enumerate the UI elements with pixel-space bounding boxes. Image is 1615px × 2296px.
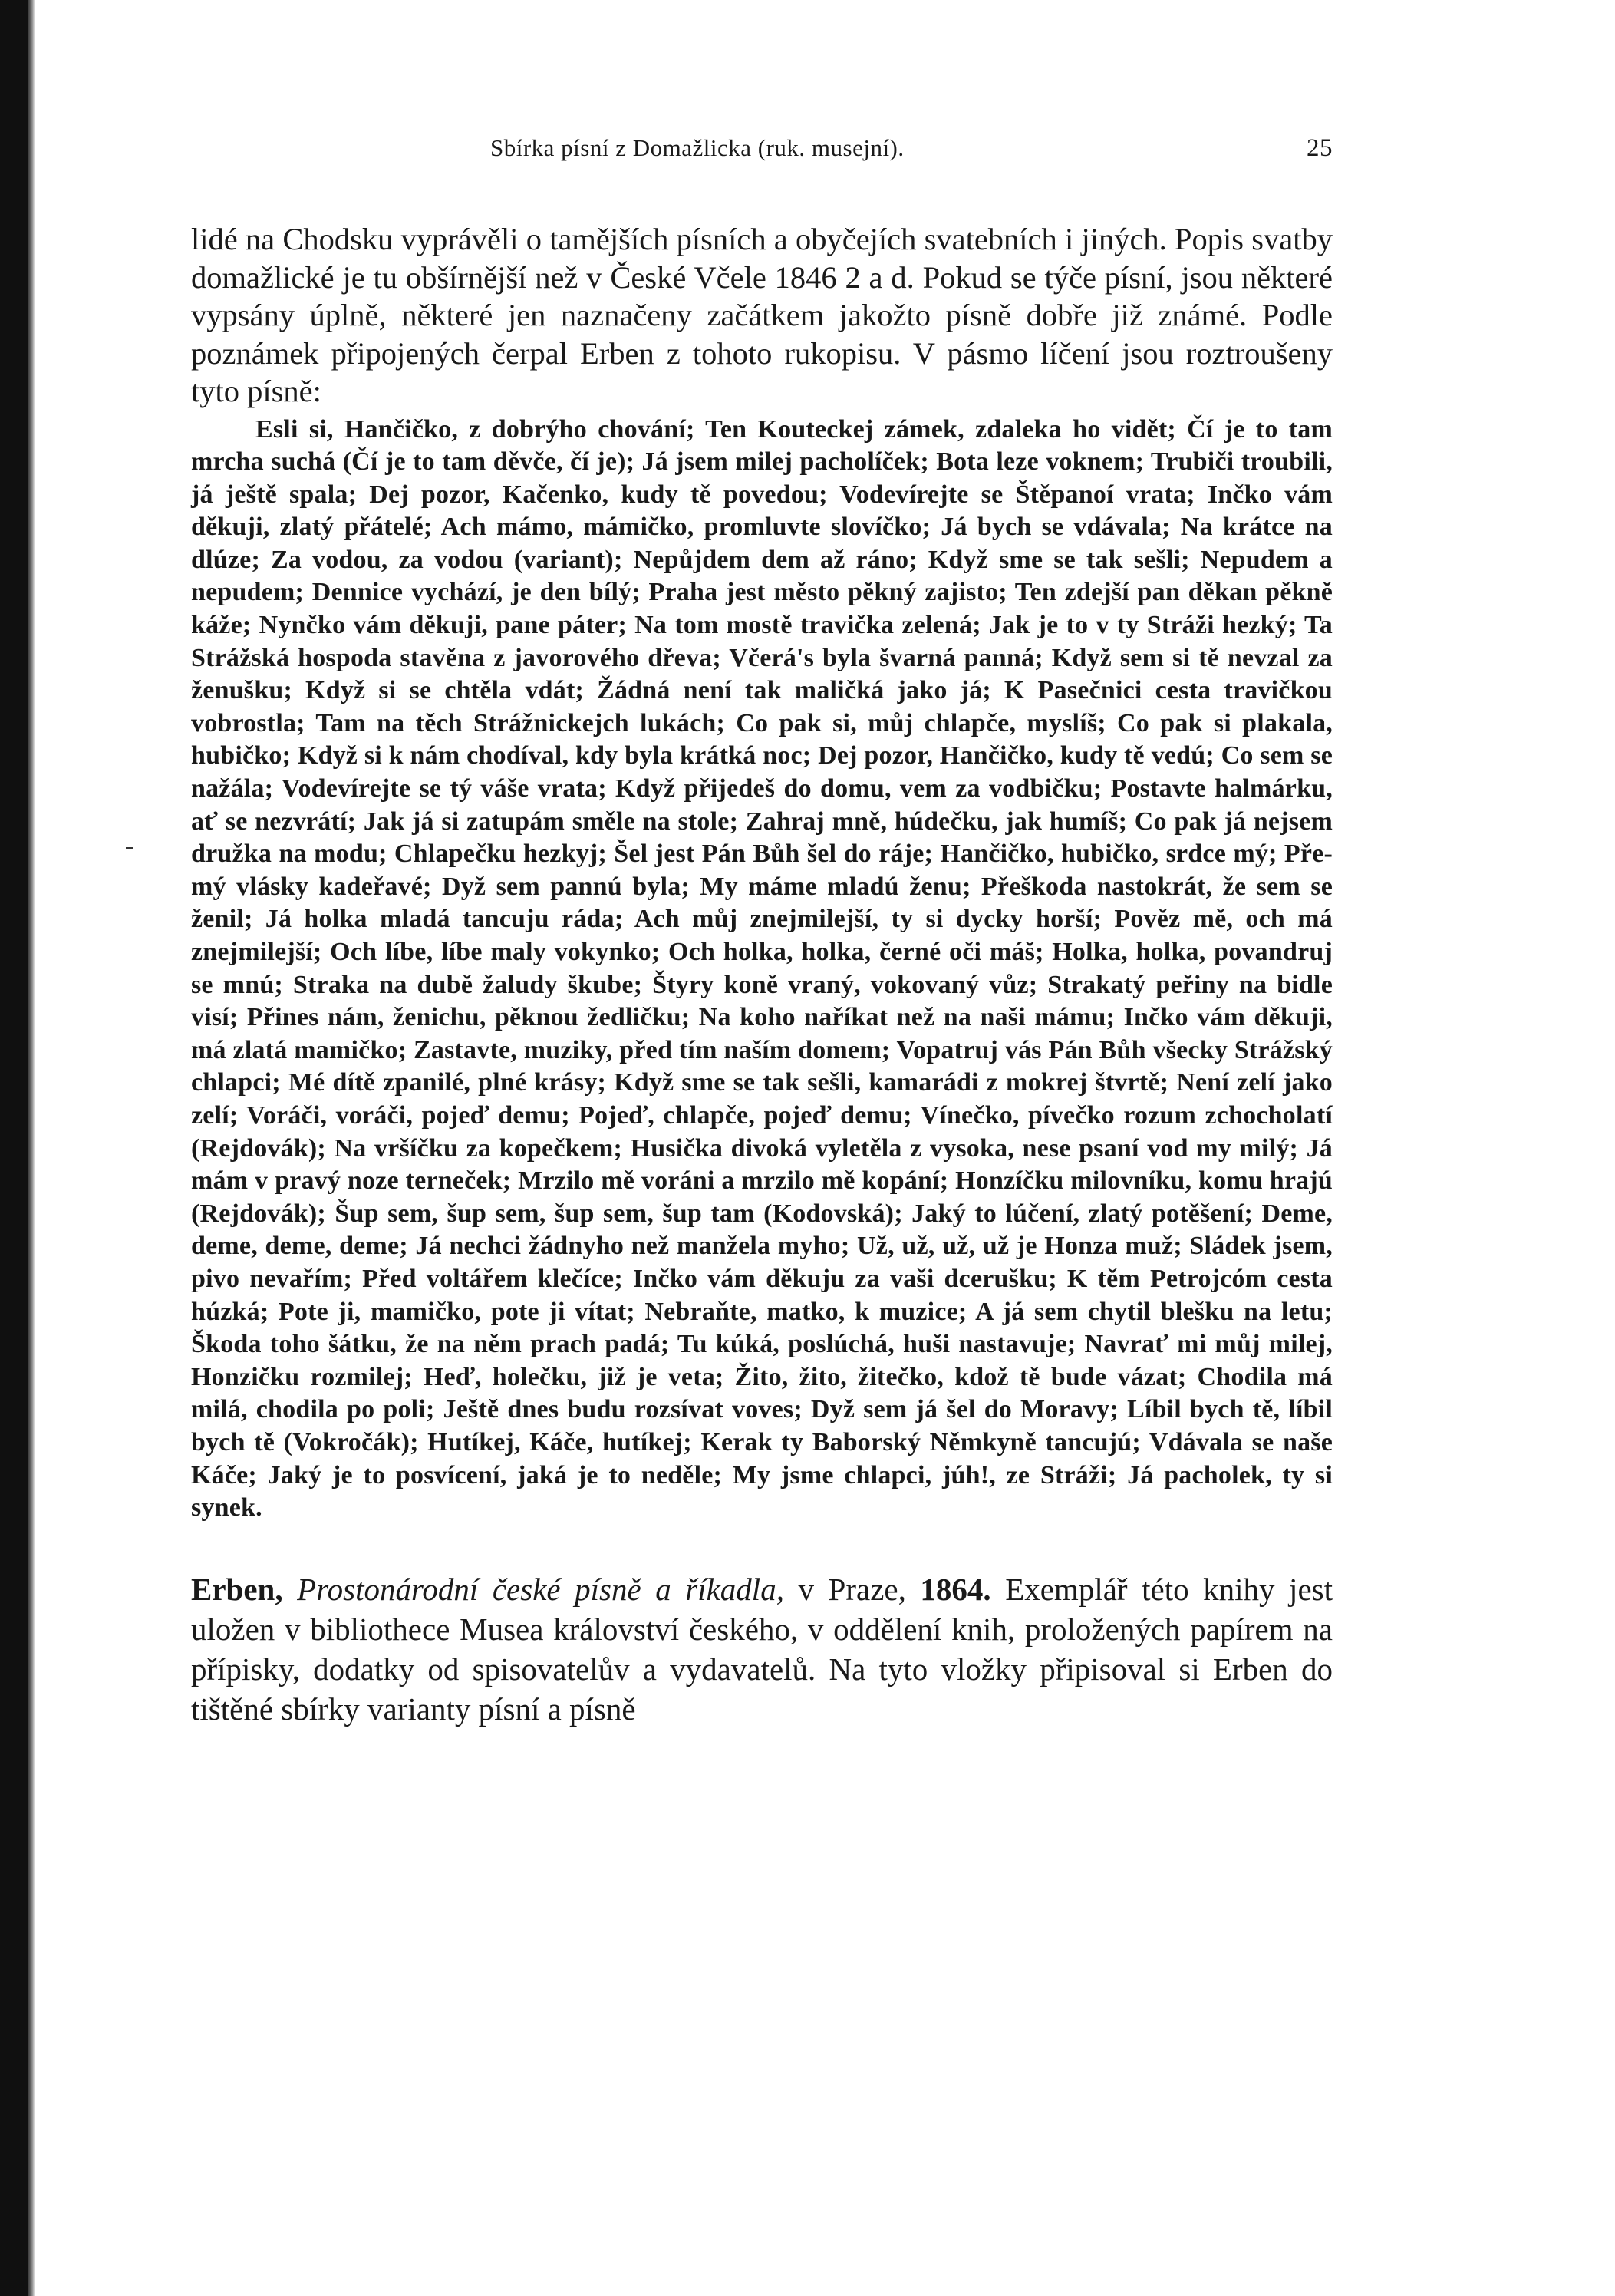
margin-mark [126, 847, 133, 849]
scan-binding-shadow [28, 0, 35, 2296]
intro-paragraph [191, 220, 1333, 411]
page-number: 25 [1307, 134, 1333, 162]
book-page [191, 134, 1333, 1729]
song-list-text: Esli si, Hančičko, z dobrýho chování; Ten Kouteckej zámek, zdaleka ho vidět; Čí je to tam mrcha suchá (Čí je to tam děvče, čí je); Já jsem milej pacholíček; Bota leze voknem; Trubiči troubili, já ještě spala; Dej pozor, Kačenko, kudy tě povedou; Vodevírejte se Štěpanoí vrata; Inčko vám děkuji, zlatý přátelé; Ach mámo, mámičko, promluvte slovíčko; Já bych se vdávala; Na krátce na dlúze; Za vodou, za vodou (variant); Nepůjdem dem až ráno; Když sme se tak sešli; Nepudem a nepudem; Dennice vychází, je den bílý; Praha jest město pěkný zajisto; Ten zdejší pan děkan pěkně káže; Nynčko vám děkuji, pane páter; Na tom mostě travička zelená; Jak je to v ty Stráži hezký; Ta Strážská hospoda stavěna z javorového dřeva; Včerá's byla švarná panná; Když sem si tě nevzal za ženušku; Když si se chtěla vdát; Žádná není tak maličká jako já; K Pasečnici cesta travičkou vobrostla; Tam na těch Strážnickejch lukách; Co pak si, můj chlapče, myslíš; Co pak si plakala, hubičko; Když si k nám chodíval, kdy byla krátká noc; Dej pozor, Hančičko, kudy tě vedú; Co sem se nažála; Vodevírejte se tý váše vrata; Když přijedeš do domu, vem za vodbičku; Postavte halmárku, ať se nezvrátí; Jak já si zatupám směle na stole; Zahraj mně, húdečku, jak humíš; Co pak já nejsem družka na modu; Chlapečku hezkyj; Šel jest Pán Bůh šel do ráje; Hančičko, hubičko, srdce mý; Pře-mý vlásky kadeřavé; Dyž sem pannú byla; My máme mladú ženu; Přeškoda nastokrát, že sem se ženil; Já holka mladá tancuju ráda; Ach můj znejmilejší, ty si dycky horší; Pověz mě, och má znejmilejší; Och líbe, líbe maly vokynko; Och holka, holka, černé oči máš; Holka, holka, povandruj se mnú; Straka na dubě žaludy škube; Štyry koně vraný, vokovaný vůz; Strakatý peřiny na bidle visí; Přines nám, ženichu, pěknou žedličku; Na koho naříkat než na naši mámu; Inčko vám děkuji, má zlatá mamičko; Zastavte, muziky, před tím naším domem; Vopatruj vás Pán Bůh všecky Strážský chlapci; Mé dítě zpanilé, plné krásy; Když sme se tak sešli, kamarádi z mokrej štvrtě; Není zelí jako zelí; Voráči, voráči, pojeď demu; Pojeď, chlapče, pojeď demu; Vínečko, pívečko rozum zchocholatí (Rejdovák); Na vršíčku za kopečkem; Husička divoká vyletěla z vysoka, nese psaní vod my milý; Já mám v pravý noze terneček; Mrzilo mě voráni a mrzilo mě kopání; Honzíčku milovníku, komu hrajú (Rejdovák); Šup sem, šup sem, šup sem, šup tam (Kodovská); Jaký to lúčení, zlatý potěšení; Deme, deme, deme, deme; Já nechci žádnyho než manžela myho; Už, už, už, už je Honza muž; Sládek jsem, pivo nevařím; Před voltářem klečíce; Inčko vám děkuju za vaši dcerušku; K těm Petrojcóm cesta húzká; Pote ji, mamičko, pote ji vítat; Nebraňte, matko, k muzice; A já sem chytil blešku na letu; Škoda toho šátku, že na něm prach padá; Tu kúká, poslúchá, huši nastavuje; Navrať mi můj milej, Honzičku rozmilej; Heď, holečku, již je veta; Žito, žito, žitečko, kdož tě bude vázat; Chodila má milá, chodila po poli; Ještě dnes budu rozsívat voves; Dyž sem já šel do Moravy; Líbil bych tě, líbil bych tě (Vokročák); Hutíkej, Káče, hutíkej; Kerak ty Baborský Němkyně tancujú; Vdávala se naše Káče; Jaký je to posvícení, jaká je to neděle; My jsme chlapci, júh!, ze Stráži; Já pacholek, ty si synek. [191, 414, 1333, 1522]
erben-rest: Exemplář této knihy jest uložen v bibliothece Musea království českého, v oddělení knih, proložených papírem na přípisky, dodatky od spisovatelův a vydavatelů. Na tyto vložky připisoval si Erben do tištěné sbírky varianty písní a písně [191, 1571, 1333, 1727]
scan-binding-edge [0, 0, 28, 2296]
erben-paragraph [191, 1569, 1333, 1729]
song-list-paragraph [191, 414, 1333, 1525]
running-head-title: Sbírka písní z Domažlicka (ruk. musejní). [490, 134, 905, 161]
running-head [191, 134, 1333, 180]
erben-book-title: Prostonárodní české písně a říkadla, [297, 1571, 784, 1607]
erben-place: v Praze, [798, 1571, 906, 1607]
intro-text: lidé na Chodsku vyprávěli o tamějších písních a obyčejích svatebních i jiných. Popis svatby domažlické je tu obšírnější než v České Včele 1846 2 a d. Pokud se týče písní, jsou některé vypsány úplně, některé jen naznačeny začátkem jakožto písně dobře již známé. Podle poznámek připojených čerpal Erben z tohoto rukopisu. V pásmo líčení jsou roztroušeny tyto písně: [191, 222, 1333, 408]
erben-year: 1864. [920, 1571, 991, 1607]
erben-author: Erben, [191, 1571, 283, 1607]
